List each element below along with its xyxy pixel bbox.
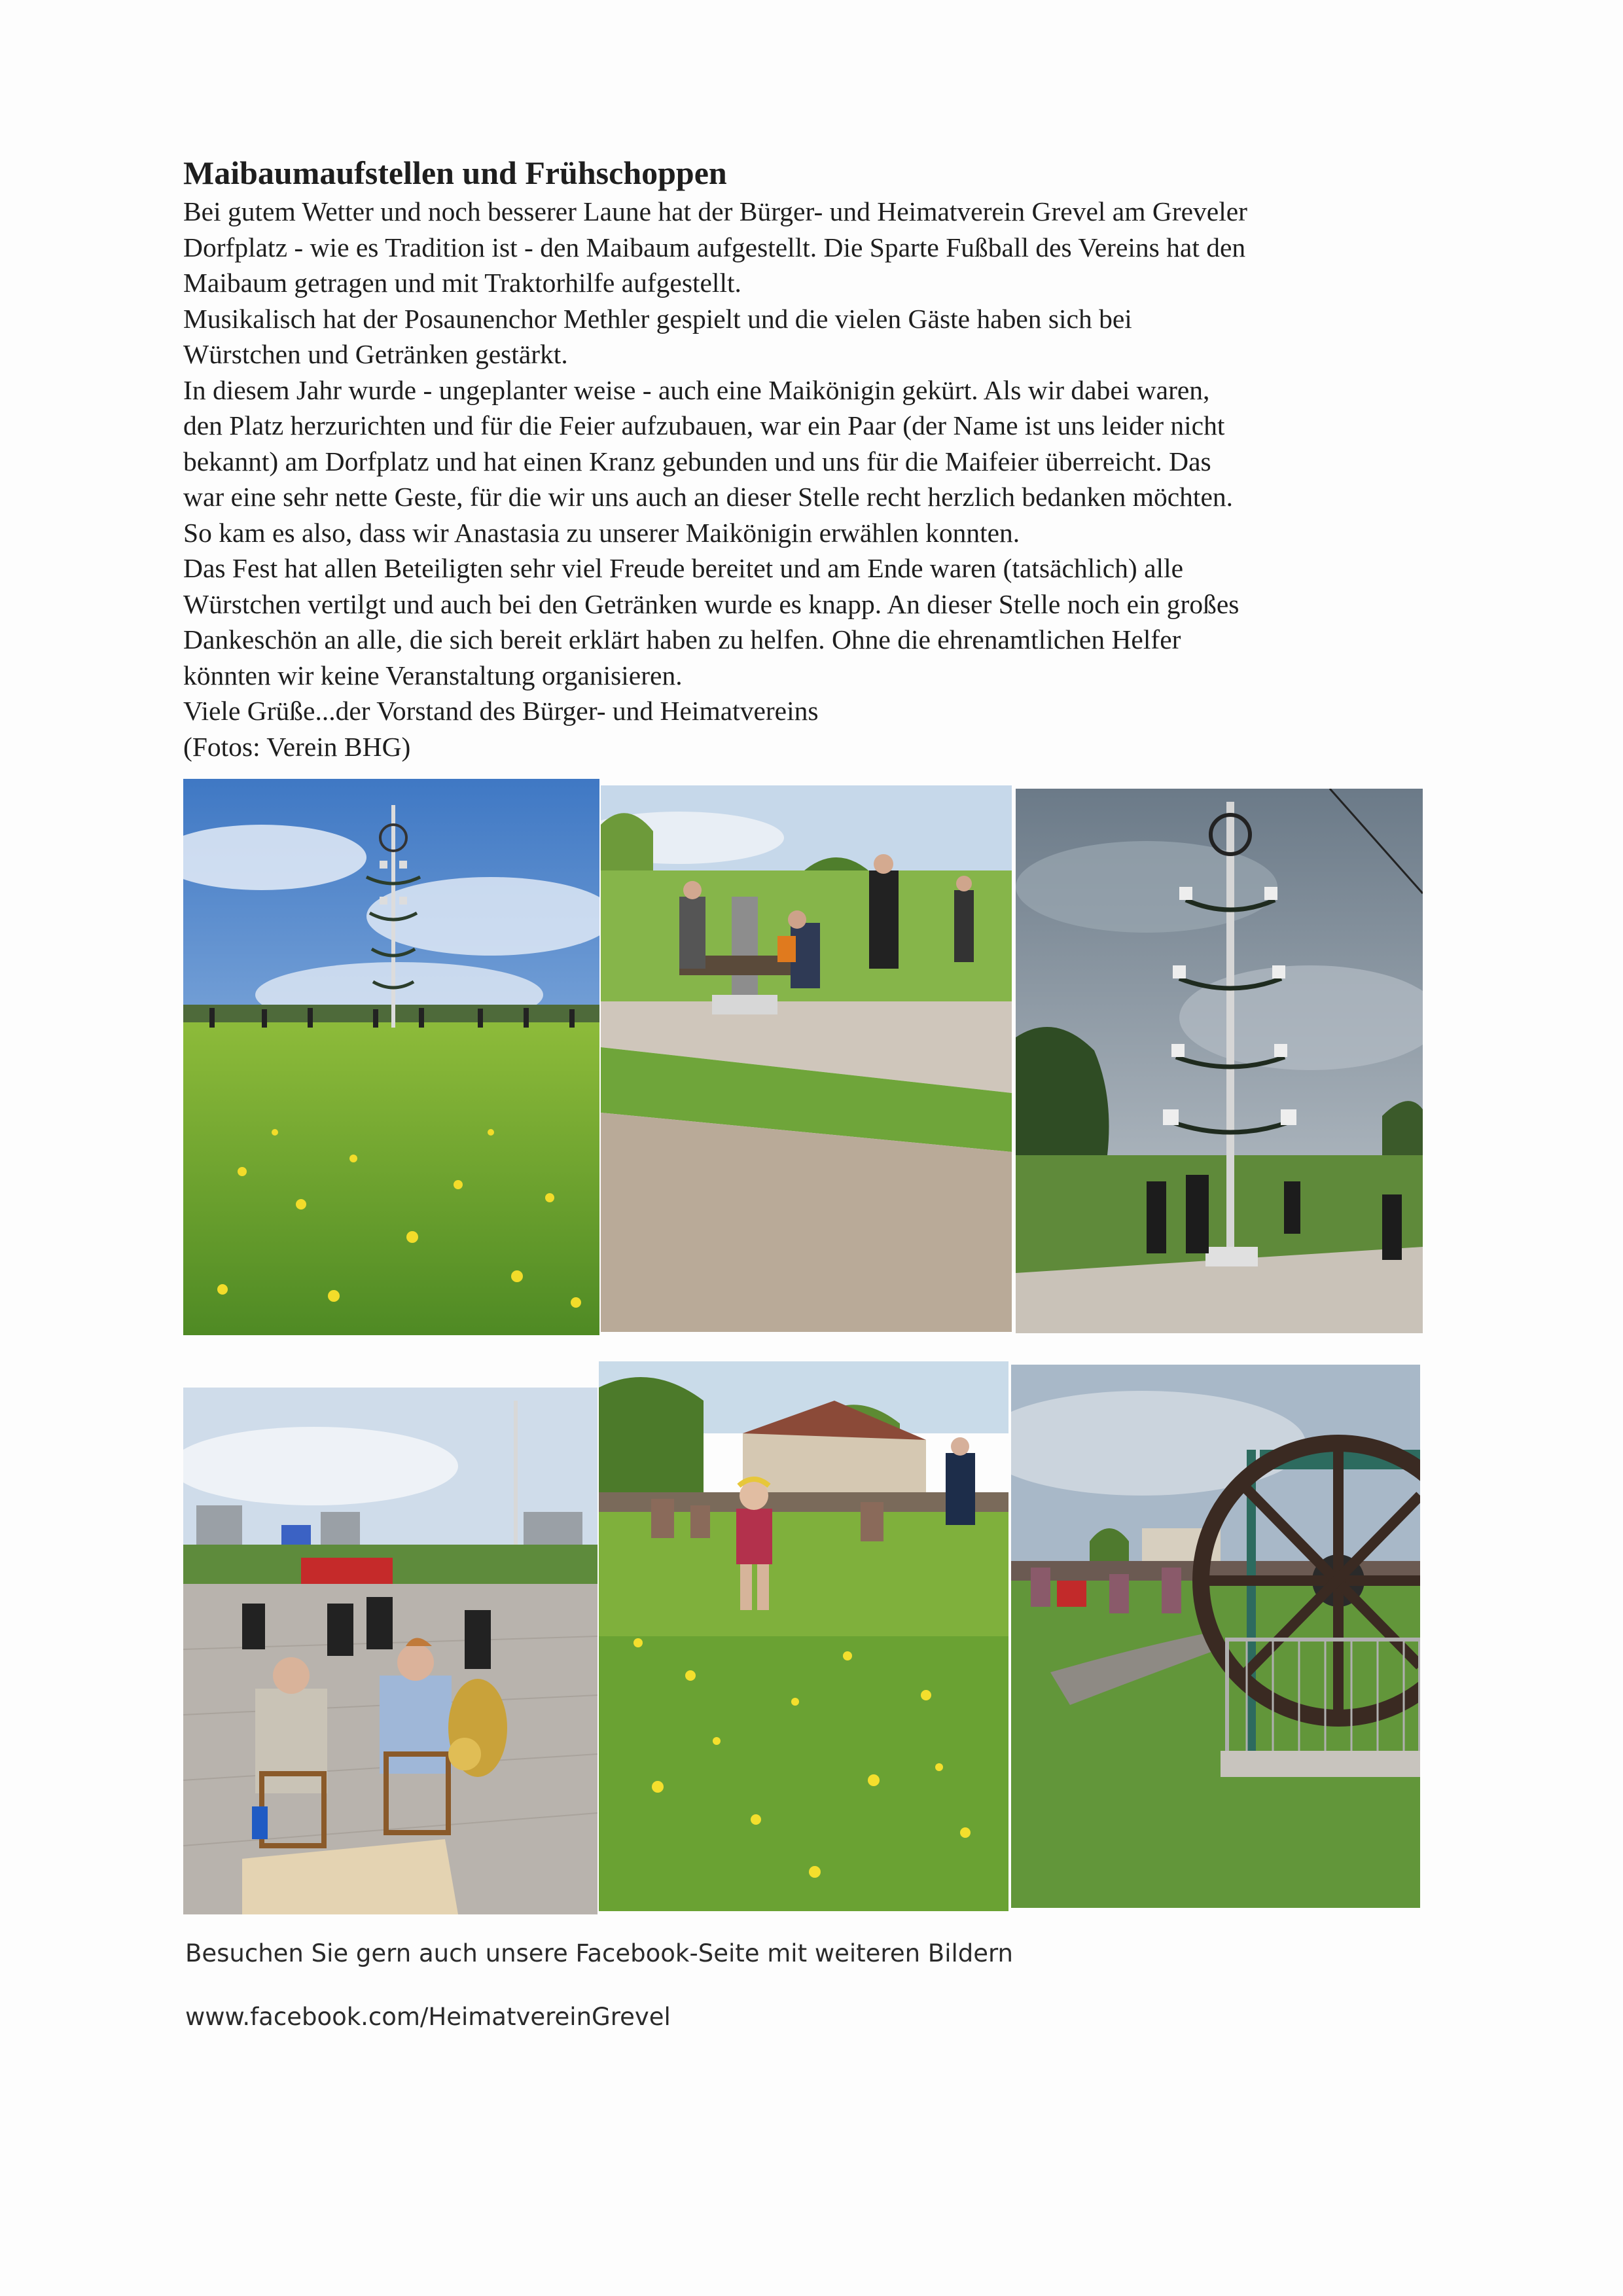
- photo-maypole-cloudy: [1016, 789, 1423, 1333]
- body-line: Maibaum getragen und mit Traktorhilfe aufgestellt.: [183, 268, 741, 298]
- body-line: war eine sehr nette Geste, für die wir uns auch an dieser Stelle recht herzlich bedanken möchten.: [183, 482, 1234, 512]
- article-body: [183, 194, 1440, 764]
- body-line: könnten wir keine Veranstaltung organisieren.: [183, 660, 683, 691]
- body-line: Würstchen und Getränken gestärkt.: [183, 339, 568, 369]
- body-line: Dankeschön an alle, die sich bereit erklärt haben zu helfen. Ohne die ehrenamtlichen Helfer: [183, 624, 1181, 655]
- photo-winding-wheel: [1011, 1365, 1420, 1908]
- body-line: Würstchen vertilgt und auch bei den Getränken wurde es knapp. An dieser Stelle noch ein großes: [183, 588, 1240, 619]
- article: [183, 152, 1440, 764]
- photo-brass-band: [183, 1388, 597, 1914]
- photo-maiqueen-meadow: [599, 1361, 1008, 1911]
- facebook-url-link[interactable]: www.facebook.com/HeimatvereinGrevel: [185, 2003, 671, 2031]
- body-line: Musikalisch hat der Posaunenchor Methler gespielt und die vielen Gäste haben sich bei: [183, 303, 1132, 334]
- photo-pole-base-work: [601, 785, 1012, 1332]
- article-title: Maibaumaufstellen und Frühschoppen: [183, 154, 727, 191]
- body-line: Das Fest hat allen Beteiligten sehr viel Freude bereitet und am Ende waren (tatsächlich) alle: [183, 553, 1184, 583]
- body-line: Dorfplatz - wie es Tradition ist - den Maibaum aufgestellt. Die Sparte Fußball des Vereins hat den: [183, 232, 1246, 262]
- photo-maypole-meadow: [183, 779, 599, 1335]
- body-line: bekannt) am Dorfplatz und hat einen Kranz gebunden und uns für die Maifeier überreicht. Das: [183, 446, 1211, 476]
- body-line: So kam es also, dass wir Anastasia zu unserer Maikönigin erwählen konnten.: [183, 517, 1020, 548]
- body-line: Viele Grüße...der Vorstand des Bürger- und Heimatvereins: [183, 696, 819, 726]
- facebook-invite-text: Besuchen Sie gern auch unsere Facebook-Seite mit weiteren Bildern: [185, 1939, 1014, 1967]
- body-line: In diesem Jahr wurde - ungeplanter weise - auch eine Maikönigin gekürt. Als wir dabei waren,: [183, 374, 1210, 405]
- body-line: Bei gutem Wetter und noch besserer Laune hat der Bürger- und Heimatverein Grevel am Greveler: [183, 196, 1247, 226]
- body-line: (Fotos: Verein BHG): [183, 731, 411, 762]
- body-line: den Platz herzurichten und für die Feier aufzubauen, war ein Paar (der Name ist uns leider nicht: [183, 410, 1225, 440]
